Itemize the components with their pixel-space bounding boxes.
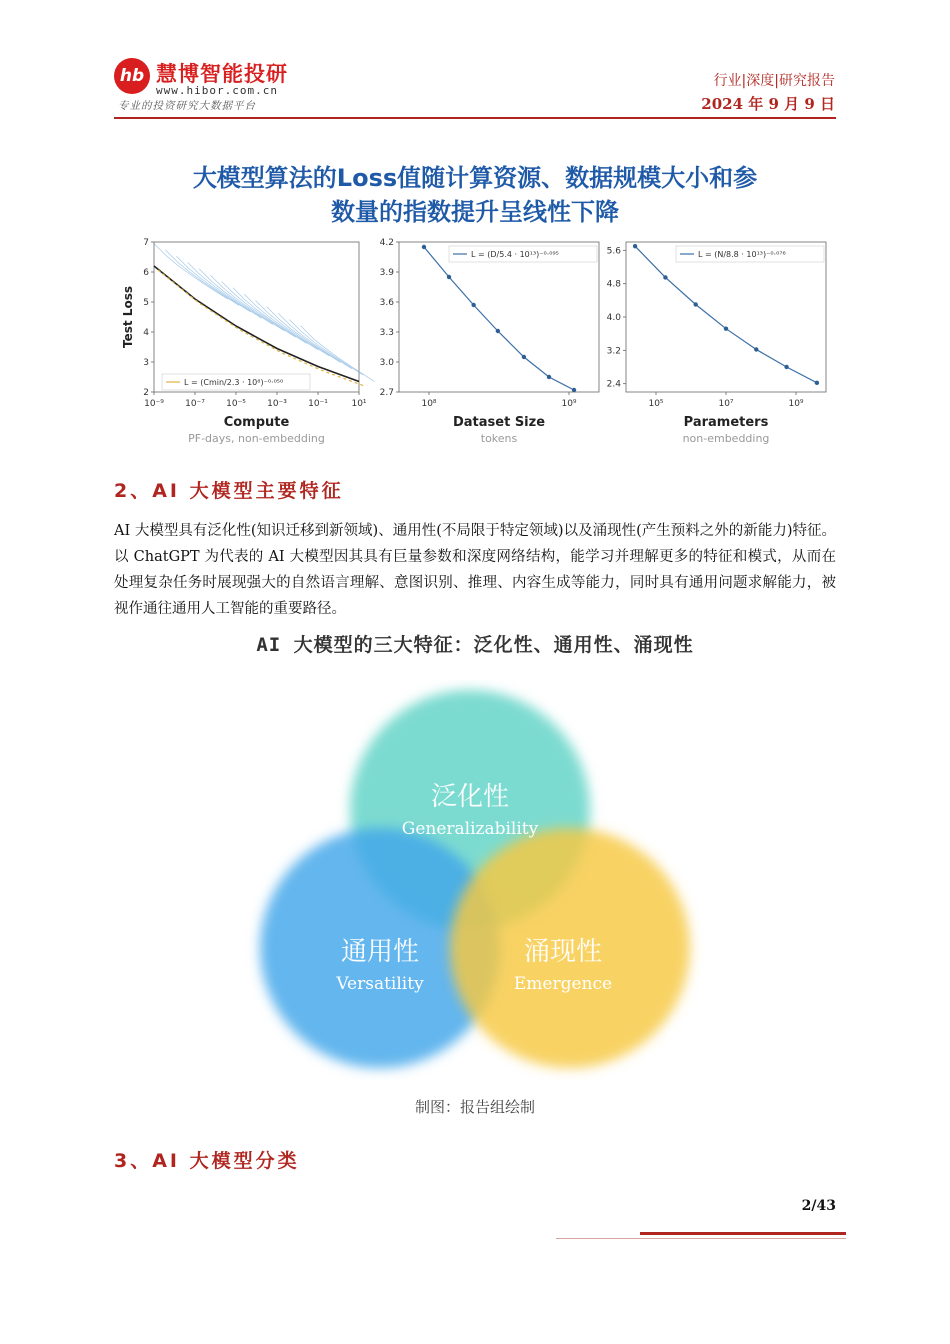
x-tick-label: 10⁹: [561, 399, 577, 409]
brand-url: www.hibor.com.cn: [156, 84, 278, 97]
y-tick-label: 3.3: [379, 328, 394, 338]
venn-caption: 制图：报告组绘制: [414, 1098, 535, 1116]
data-point: [447, 275, 451, 279]
x-axis-label: Compute: [223, 415, 290, 430]
loss-charts-svg: [114, 234, 836, 450]
x-tick-label: 10⁻⁵: [226, 399, 246, 409]
report-type: 行业|深度|研究报告: [713, 73, 835, 89]
data-point: [633, 244, 637, 248]
data-point: [663, 275, 667, 279]
y-tick-label: 2.4: [606, 379, 621, 390]
logo-mark-icon: hb: [114, 58, 150, 94]
x-axis-label: Dataset Size: [452, 415, 546, 430]
data-point: [496, 329, 500, 333]
brand-name: 慧博智能投研: [156, 62, 288, 86]
y-tick-label: 3: [143, 358, 149, 368]
chart-frame: [399, 242, 599, 392]
venn-diagram: [240, 680, 710, 1080]
data-point: [784, 365, 788, 369]
y-tick-label: 2.7: [379, 388, 394, 398]
y-tick-label: 2: [143, 388, 149, 398]
y-tick-label: 3.6: [379, 298, 394, 308]
x-axis-label: Parameters: [683, 415, 769, 430]
y-axis-label: Test Loss: [121, 286, 135, 348]
x-tick-label: 10⁷: [718, 399, 734, 409]
brand-slogan: 专业的投资研究大数据平台: [118, 100, 256, 112]
y-tick-label: 3.9: [379, 268, 394, 278]
footer-rule-thin: [556, 1238, 846, 1239]
footer-rule-bold: [640, 1232, 846, 1235]
y-tick-label: 3.0: [379, 358, 394, 368]
y-tick-label: 7: [143, 238, 149, 248]
legend-label: L = (D/5.4 · 10¹³)⁻⁰·⁰⁹⁵: [471, 250, 559, 259]
data-point: [522, 355, 526, 359]
series-line: [635, 246, 817, 383]
x-tick-label: 10⁹: [788, 399, 804, 409]
x-axis-sublabel: PF-days, non-embedding: [188, 432, 325, 445]
figure-title-line2: 数量的指数提升呈线性下降: [331, 198, 619, 226]
venn-label-zh-generalizability: 泛化性: [430, 782, 510, 812]
chart-frame: [626, 242, 826, 392]
venn-label-zh-emergence: 涌现性: [523, 937, 603, 967]
section-heading-features: 2、AI 大模型主要特征: [114, 480, 344, 502]
legend-label: L = (N/8.8 · 10¹³)⁻⁰·⁰⁷⁶: [698, 250, 786, 259]
venn-label-zh-versatility: 通用性: [340, 937, 420, 967]
x-tick-label: 10⁻⁷: [185, 399, 205, 409]
x-axis-sublabel: tokens: [480, 432, 518, 445]
header-rule: [114, 117, 836, 119]
x-tick-label: 10⁸: [421, 399, 437, 409]
report-date: 2024 年 9 月 9 日: [701, 95, 835, 113]
loss-scaling-figure: [114, 150, 836, 450]
data-point: [815, 381, 819, 385]
y-tick-label: 3.2: [606, 346, 621, 357]
fit-line: [158, 270, 363, 386]
data-point: [724, 326, 728, 330]
y-tick-label: 4.8: [606, 279, 621, 290]
data-point: [754, 347, 758, 351]
brand-logo: [114, 58, 294, 118]
data-point: [547, 375, 551, 379]
data-point: [471, 303, 475, 307]
figure-title-line1: 大模型算法的Loss值随计算资源、数据规模大小和参: [192, 164, 758, 192]
x-tick-label: 10⁻¹: [308, 399, 328, 409]
page-number: 2/43: [801, 1198, 836, 1214]
series-line: [154, 266, 359, 382]
data-point: [693, 302, 697, 306]
features-paragraph: AI 大模型具有泛化性(知识迁移到新领域)、通用性(不局限于特定领域)以及涌现性(产生预料之外的新能力)特征。以 ChatGPT 为代表的 AI 大模型因其具有巨量参数和深度网络结构，能学习并理解更多的特征和模式，从而在处理复杂任务时展现强大的自然语言理解、意图识别、推理、内容生成等能力，同时具有通用问题求解能力，被视作通往通用人工智能的重要路径。: [114, 523, 836, 617]
x-tick-label: 10⁵: [648, 399, 664, 409]
venn-label-en-emergence: Emergence: [513, 974, 613, 994]
y-tick-label: 4.2: [379, 238, 394, 248]
data-point: [572, 388, 576, 392]
y-tick-label: 4.0: [606, 313, 621, 323]
legend-label: L = (Cmin/2.3 · 10⁸)⁻⁰·⁰⁵⁰: [184, 378, 284, 387]
venn-label-en-generalizability: Generalizability: [401, 819, 539, 839]
x-axis-sublabel: non-embedding: [682, 432, 770, 445]
venn-figure-title: AI 大模型的三大特征：泛化性、通用性、涌现性: [256, 634, 694, 656]
y-tick-label: 6: [143, 268, 149, 278]
x-tick-label: 10¹: [351, 399, 367, 409]
section-heading-classification: 3、AI 大模型分类: [114, 1150, 300, 1172]
series-line: [424, 247, 574, 390]
y-tick-label: 4: [143, 328, 149, 338]
x-tick-label: 10⁻³: [267, 399, 287, 409]
x-tick-label: 10⁻⁹: [144, 399, 164, 409]
venn-label-en-versatility: Versatility: [336, 974, 424, 994]
y-tick-label: 5: [143, 298, 149, 308]
data-point: [422, 245, 426, 249]
y-tick-label: 5.6: [606, 246, 621, 257]
